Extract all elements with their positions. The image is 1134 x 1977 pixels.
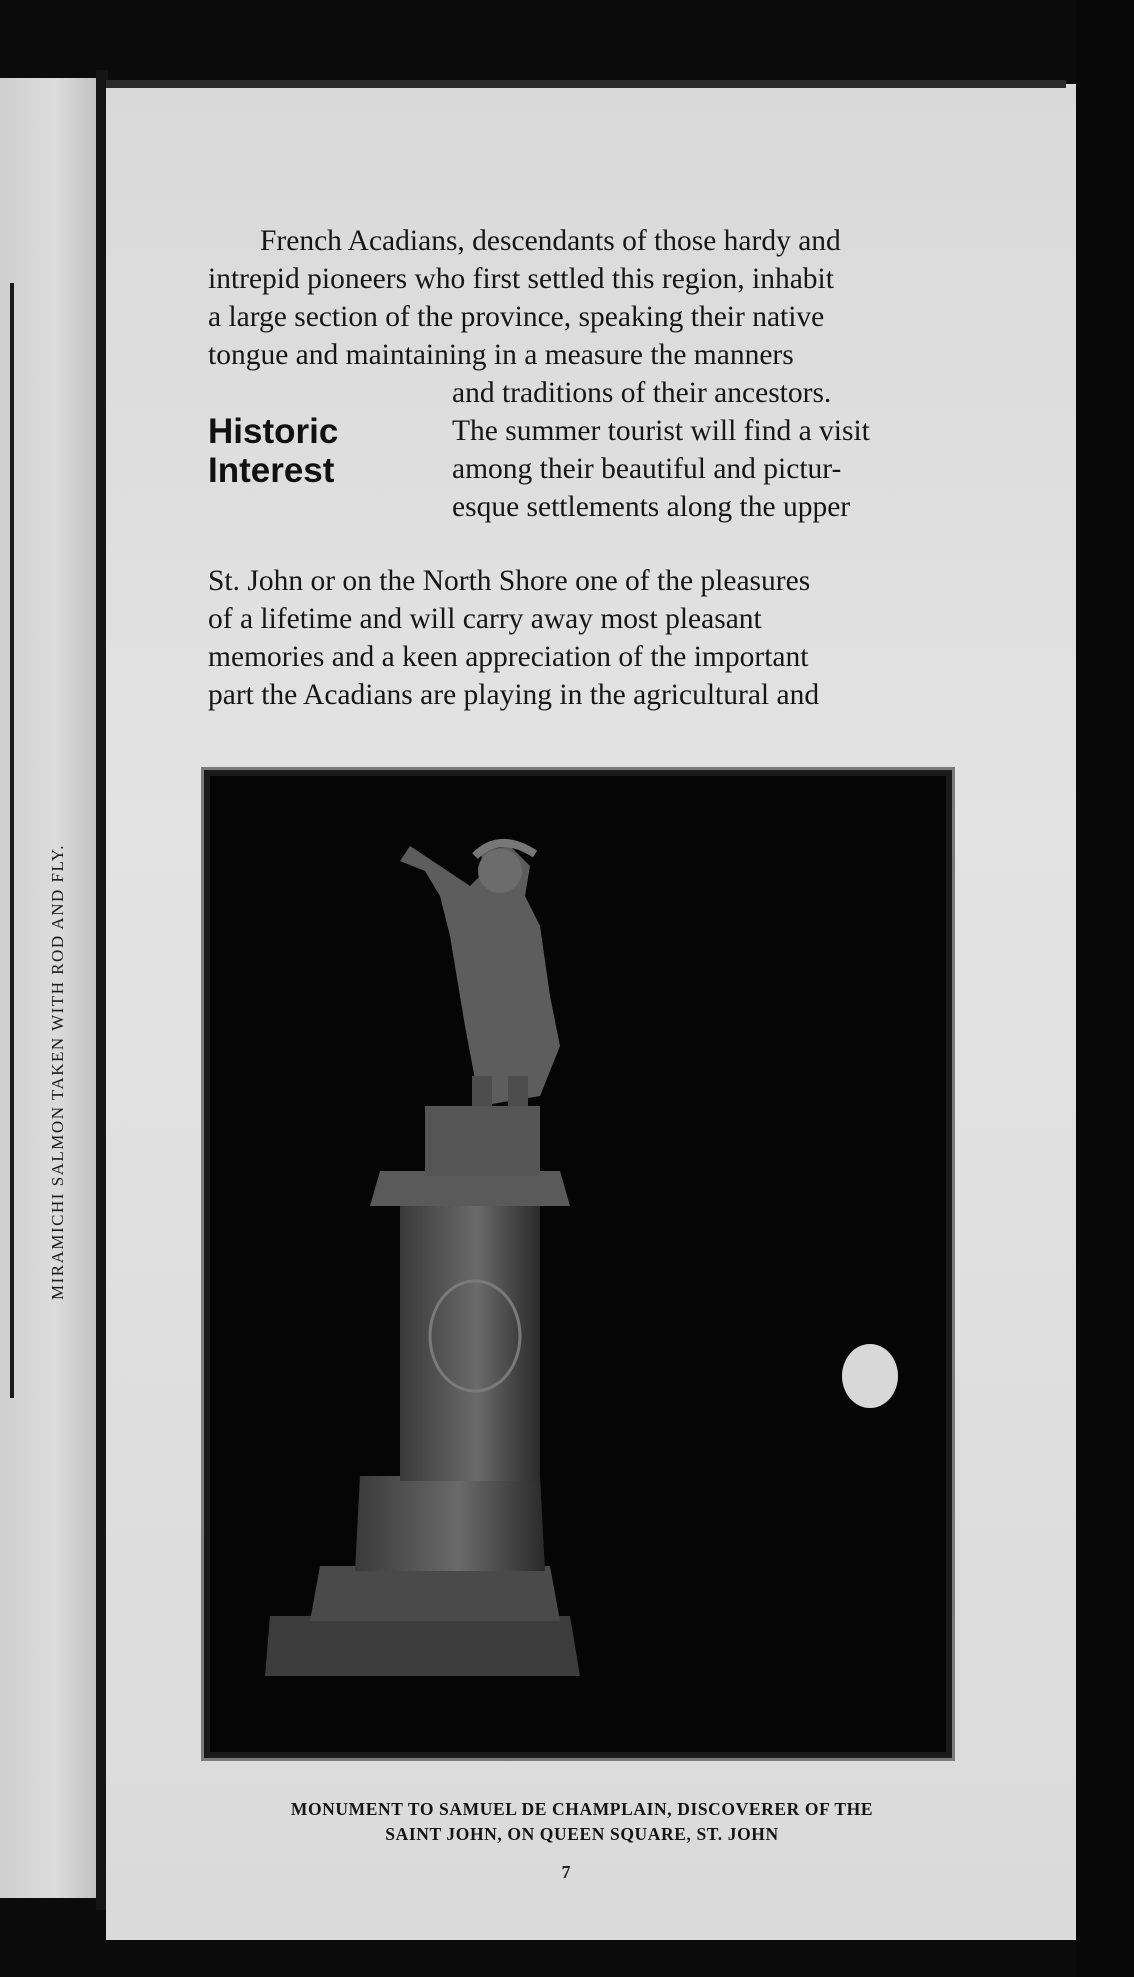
right-background — [1076, 0, 1134, 1977]
photo-caption — [210, 1797, 954, 1847]
after-line-3: memories and a keen appreciation of the important — [208, 641, 809, 673]
page-number: 7 — [561, 1862, 571, 1882]
side-line-1: and traditions of their ancestors. — [452, 377, 832, 409]
side-line-2: The summer tourist will find a visit — [452, 415, 870, 447]
page-top-edge — [106, 80, 1066, 88]
paragraph-line-1: French Acadians, descendants of those hardy and — [260, 225, 841, 257]
left-page-frame-line — [0, 283, 14, 1398]
side-heading — [208, 374, 428, 562]
after-line-2: of a lifetime and will carry away most pleasant — [208, 603, 762, 635]
body-text — [208, 222, 972, 714]
paragraph-line-4: tongue and maintaining in a measure the manners — [208, 339, 794, 371]
side-heading-line-1: Historic — [208, 412, 339, 451]
photo-caption-line-1: MONUMENT TO SAMUEL DE CHAMPLAIN, DISCOVERER OF THE — [290, 1799, 874, 1819]
side-line-4: esque settlements along the upper — [452, 491, 851, 523]
paragraph-line-3: a large section of the province, speaking their native — [208, 301, 825, 333]
side-heading-line-2: Interest — [208, 451, 335, 490]
champlain-monument-photo — [204, 770, 952, 1758]
photo-caption-line-2: SAINT JOHN, ON QUEEN SQUARE, ST. JOHN — [385, 1824, 779, 1844]
side-line-3: among their beautiful and pictur- — [452, 453, 842, 485]
after-line-1: St. John or on the North Shore one of the pleasures — [208, 565, 811, 597]
monument-illustration — [210, 776, 946, 1752]
paragraph-line-2: intrepid pioneers who first settled this region, inhabit — [208, 263, 834, 295]
spine-caption-text: MIRAMICHI SALMON TAKEN WITH ROD AND FLY. — [48, 844, 67, 1300]
after-line-4: part the Acadians are playing in the agricultural and — [208, 679, 820, 711]
